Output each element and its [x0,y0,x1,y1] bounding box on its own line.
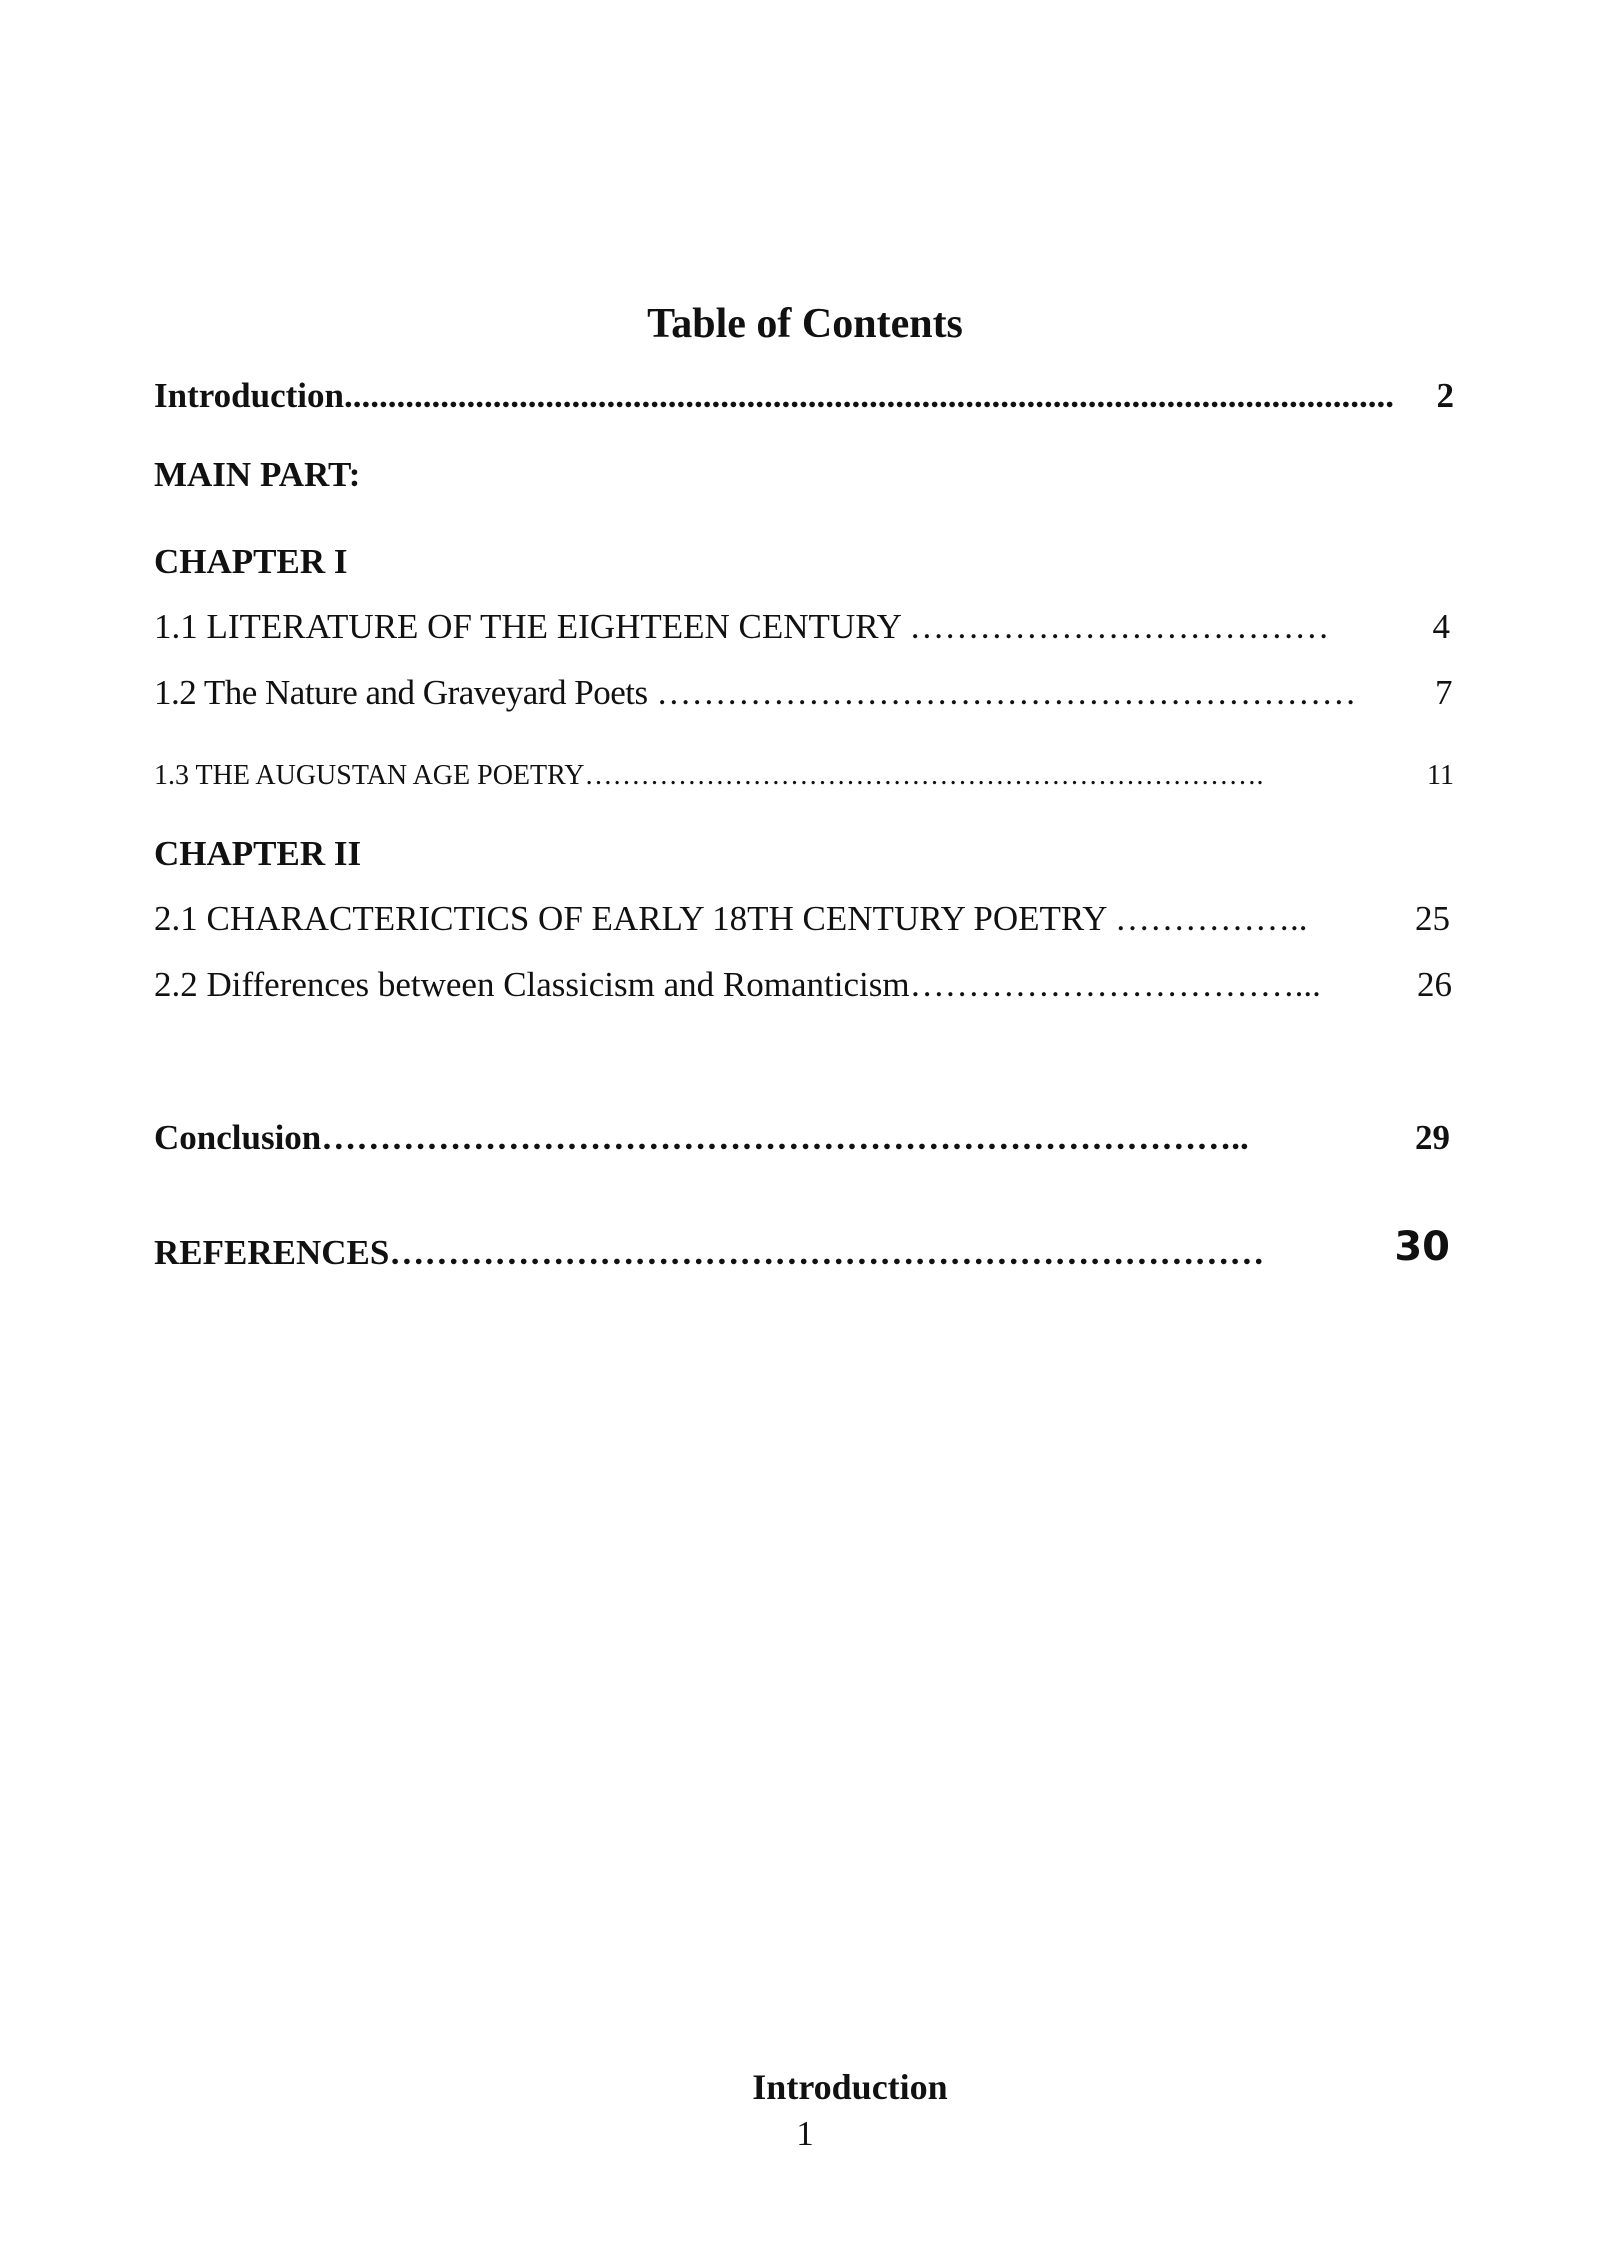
toc-leader: …………………………………………………… [647,673,1357,712]
main-part-heading: MAIN PART: [154,455,361,494]
toc-leader: …………………………………………………………………….. [321,1118,1249,1157]
toc-entry-label: 1.3 THE AUGUSTAN AGE POETRY [154,760,585,791]
toc-leader: …………….. [1106,899,1308,938]
toc-entry-2-2[interactable] [154,965,1452,1005]
toc-page-number: 29 [1415,1118,1450,1157]
toc-entry-label: REFERENCES [154,1233,390,1272]
toc-entry-label: Introduction [154,376,344,415]
toc-entry-label: 2.1 CHARACTERICTICS OF EARLY 18TH CENTURY POETRY [154,899,1107,938]
toc-entry-label: 2.2 Differences between Classicism and Romanticism [154,965,910,1004]
chapter-2-heading: CHAPTER II [154,834,362,873]
toc-entry-1-1[interactable] [154,607,1450,647]
toc-title: Table of Contents [647,301,963,347]
toc-leader: ……………………………… [900,607,1330,646]
toc-entry-references[interactable] [154,1228,1450,1278]
page-number: 1 [796,2114,814,2153]
toc-page-number: 4 [1432,607,1450,646]
toc-leader: ………………………………………………………………… [389,1233,1265,1272]
toc-page-number: 26 [1417,965,1452,1004]
toc-entry-2-1[interactable] [154,899,1450,939]
toc-entry-1-3[interactable] [154,760,1454,792]
toc-entry-1-2[interactable] [154,673,1452,713]
toc-leader: ........................................................................................................................ [343,376,1394,415]
chapter-1-heading: CHAPTER I [154,542,348,581]
toc-page-number: 2 [1433,376,1455,416]
toc-page-number: 7 [1435,673,1452,712]
toc-entry-label: Conclusion [154,1118,322,1157]
toc-entry-introduction[interactable] [154,376,1454,416]
toc-leader: ………………………………………………………………. [584,760,1264,791]
next-section-heading: Introduction [752,2067,948,2107]
toc-leader: ……………………………... [909,965,1321,1004]
toc-entry-conclusion[interactable] [154,1118,1450,1158]
toc-page-number: 25 [1415,899,1450,938]
toc-entry-label: 1.2 The Nature and Graveyard Poets [154,673,648,712]
toc-entry-label: 1.1 LITERATURE OF THE EIGHTEEN CENTURY [154,607,901,646]
toc-page-number: 30 [1392,1228,1450,1272]
toc-page-number: 11 [1427,760,1454,791]
